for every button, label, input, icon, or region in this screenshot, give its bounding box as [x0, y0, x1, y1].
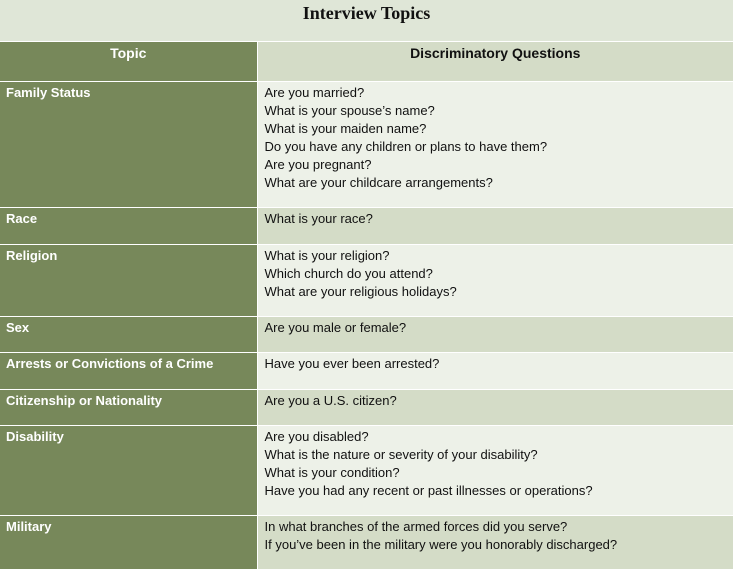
question-text: Which church do you attend? — [264, 266, 433, 281]
topic-cell — [0, 516, 257, 570]
questions-cell — [257, 353, 733, 390]
topic-header-label: Topic — [110, 45, 147, 61]
questions-column-header — [257, 42, 733, 82]
table-row — [0, 353, 733, 390]
question-text: What are your religious holidays? — [264, 284, 457, 299]
topic-cell — [0, 390, 257, 426]
topic-cell — [0, 82, 257, 208]
question-text: Have you had any recent or past illnesses or operations? — [264, 483, 593, 498]
topic-label: Arrests or Convictions of a Crime — [6, 356, 214, 371]
question-text: What is the nature or severity of your disability? — [264, 447, 538, 462]
topic-label: Sex — [6, 320, 30, 335]
table-row — [0, 317, 733, 353]
topic-cell — [0, 317, 257, 353]
question-text: What is your religion? — [264, 248, 390, 263]
questions-cell — [257, 245, 733, 317]
question-text: What is your maiden name? — [264, 121, 427, 136]
question-text: If you’ve been in the military were you honorably discharged? — [264, 537, 618, 552]
topic-label: Race — [6, 211, 38, 226]
question-text: What are your childcare arrangements? — [264, 175, 493, 190]
table-row — [0, 208, 733, 245]
questions-cell — [257, 426, 733, 516]
topic-column-header — [0, 42, 257, 82]
topic-cell — [0, 245, 257, 317]
question-text: Do you have any children or plans to have them? — [264, 139, 548, 154]
question-text: Are you male or female? — [264, 320, 407, 335]
question-text: In what branches of the armed forces did you serve? — [264, 519, 568, 534]
topic-label: Family Status — [6, 85, 91, 100]
topic-cell — [0, 426, 257, 516]
table-row — [0, 390, 733, 426]
questions-cell — [257, 390, 733, 426]
questions-cell — [257, 208, 733, 245]
question-text: What is your condition? — [264, 465, 400, 480]
table-row — [0, 516, 733, 570]
questions-cell — [257, 516, 733, 570]
question-text: What is your race? — [264, 211, 373, 226]
table-row — [0, 82, 733, 208]
table-row — [0, 426, 733, 516]
questions-header-label: Discriminatory Questions — [410, 45, 581, 61]
question-text: Have you ever been arrested? — [264, 356, 440, 371]
topic-label: Religion — [6, 248, 58, 263]
question-text: What is your spouse’s name? — [264, 103, 435, 118]
question-text: Are you a U.S. citizen? — [264, 393, 397, 408]
title-row — [0, 0, 733, 42]
header-row — [0, 42, 733, 82]
table-title: Interview Topics — [302, 3, 431, 23]
topic-label: Disability — [6, 429, 64, 444]
question-text: Are you pregnant? — [264, 157, 372, 172]
question-text: Are you married? — [264, 85, 365, 100]
topic-label: Citizenship or Nationality — [6, 393, 163, 408]
table-row — [0, 245, 733, 317]
questions-cell — [257, 82, 733, 208]
topic-cell — [0, 208, 257, 245]
title-cell — [0, 0, 733, 42]
question-text: Are you disabled? — [264, 429, 369, 444]
topic-cell — [0, 353, 257, 390]
topic-label: Military — [6, 519, 52, 534]
questions-cell — [257, 317, 733, 353]
